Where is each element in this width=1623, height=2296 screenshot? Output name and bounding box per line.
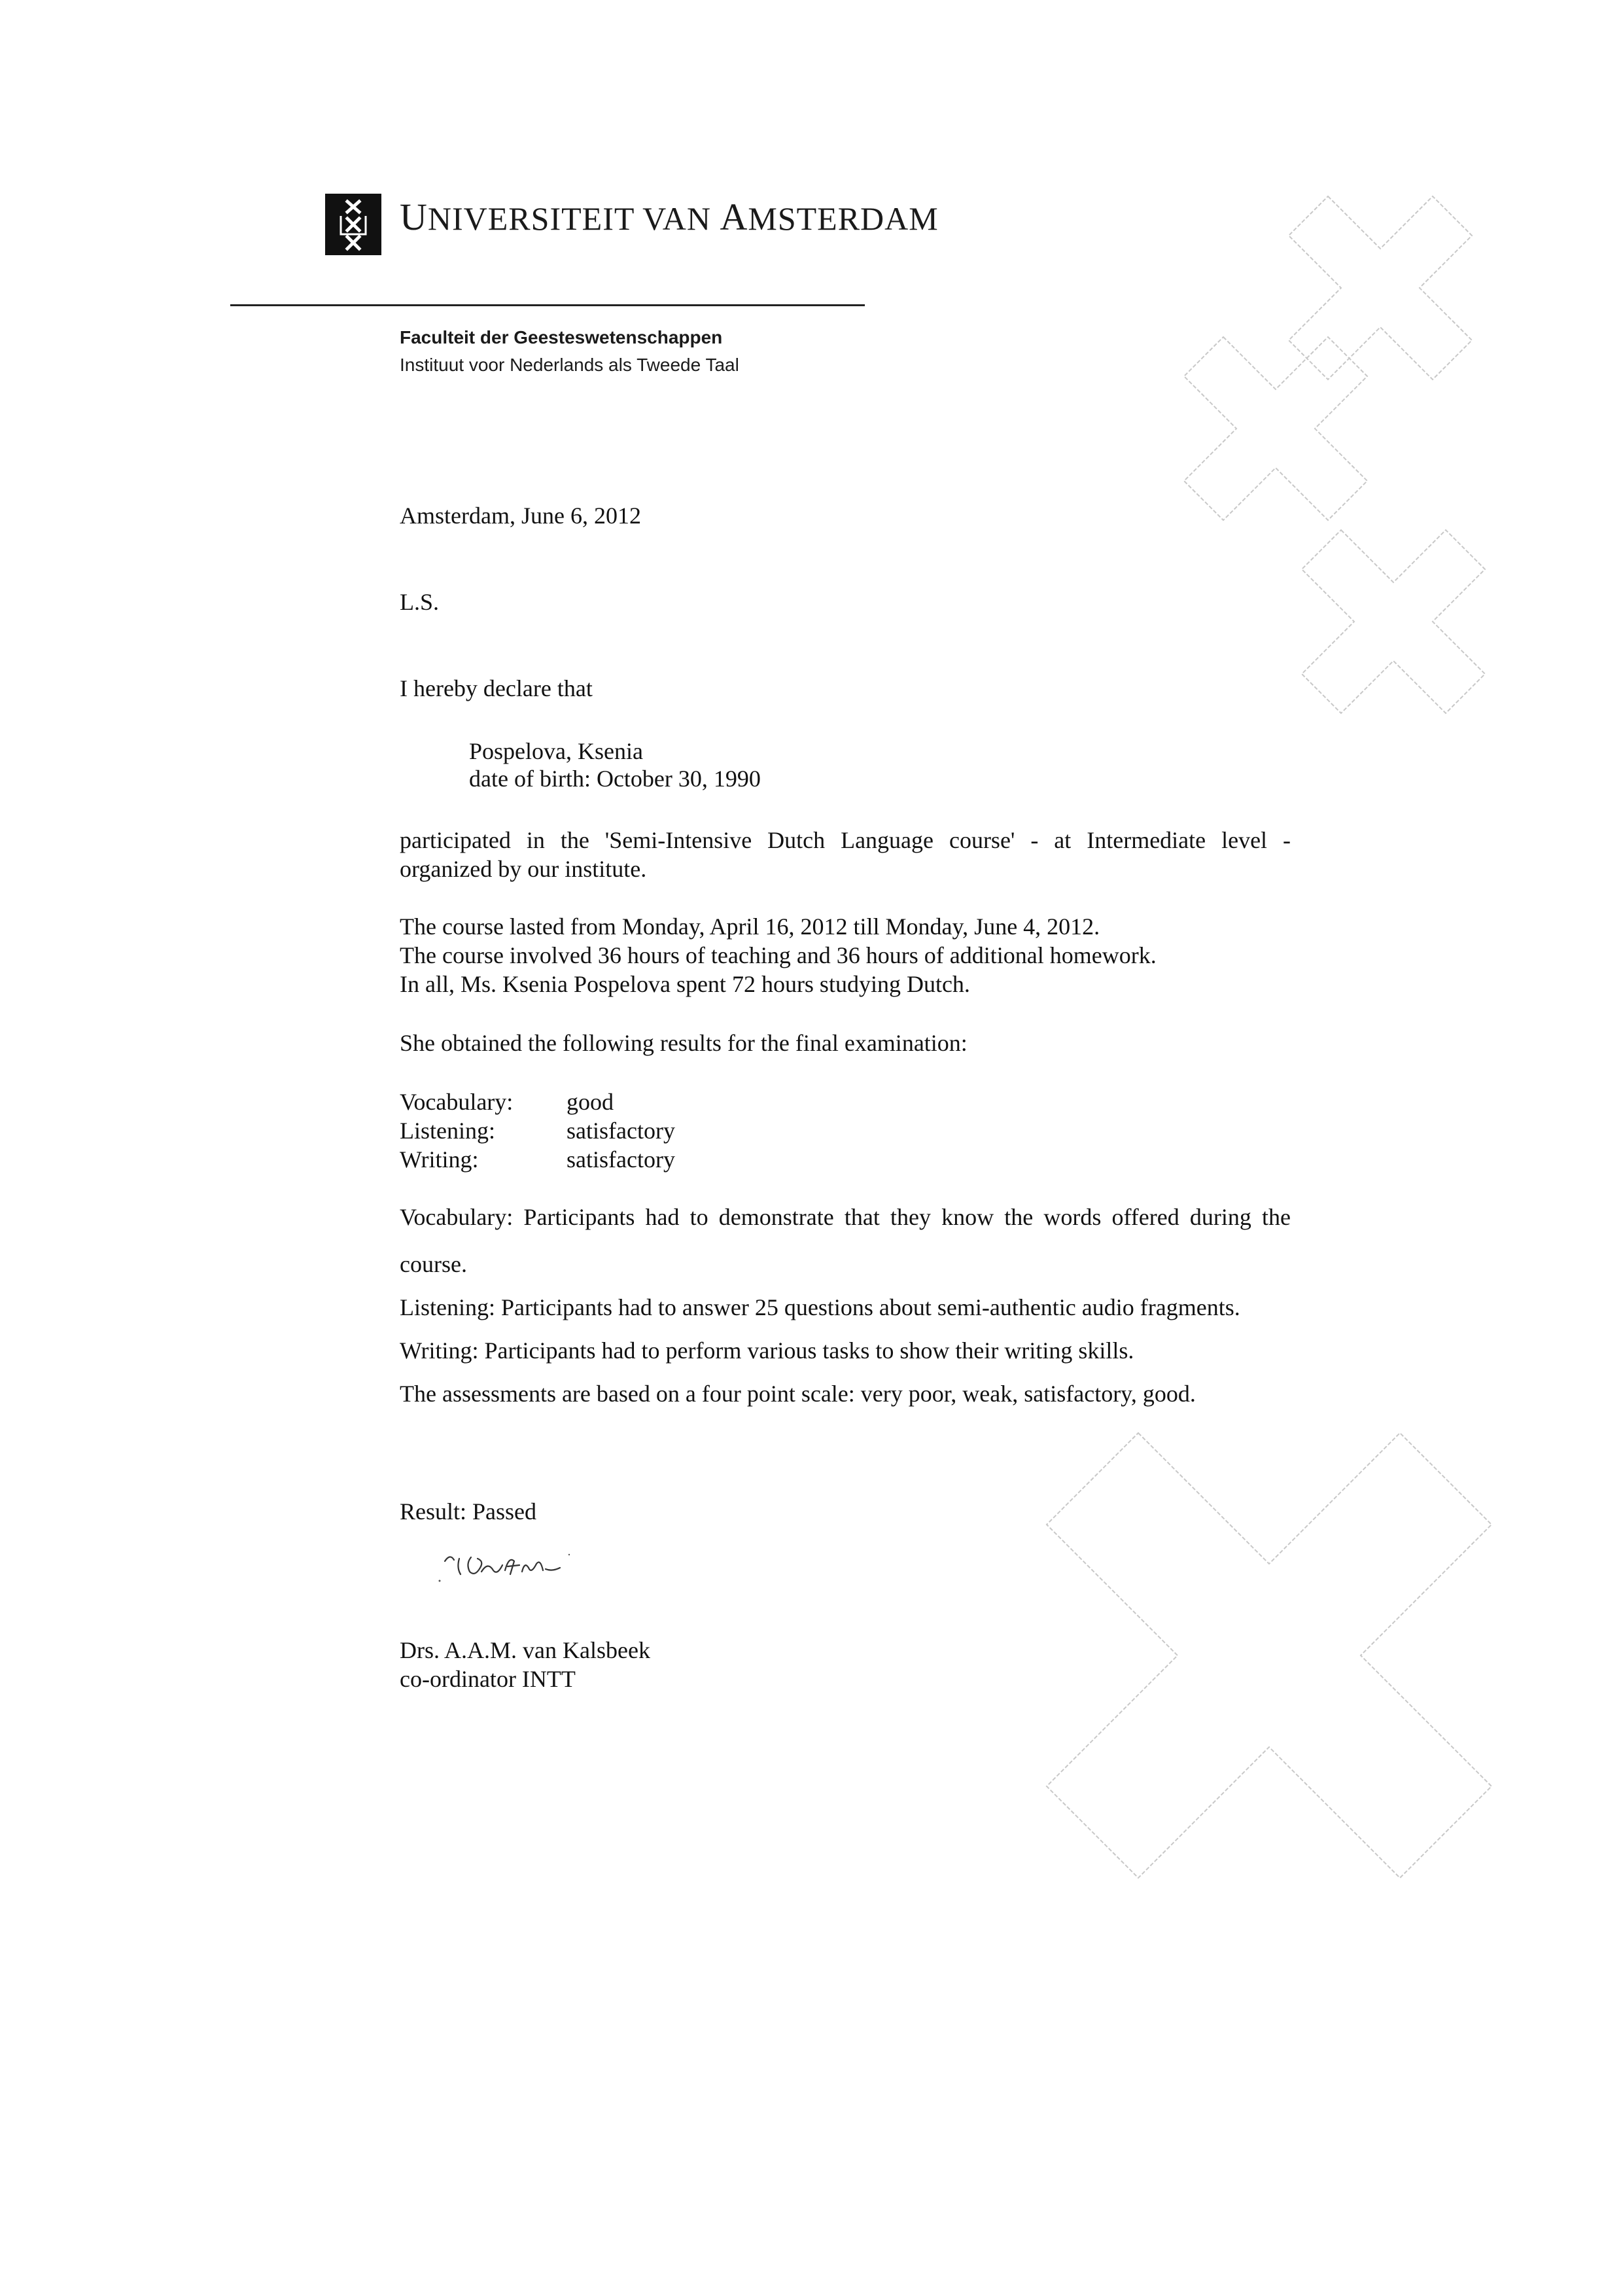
listening-description: Listening: Participants had to answer 25 questions about semi-authentic audio fragments. bbox=[400, 1294, 1240, 1320]
course-hours: The course involved 36 hours of teaching and 36 hours of additional homework. bbox=[400, 942, 1157, 968]
participation-line-1: participated in the 'Semi-Intensive Dutch Language course' - at Intermediate level - bbox=[400, 827, 1291, 853]
results-intro: She obtained the following results for the final examination: bbox=[400, 1030, 968, 1056]
signatory-title: co-ordinator INTT bbox=[400, 1666, 576, 1692]
declaration-intro: I hereby declare that bbox=[400, 675, 593, 701]
header-divider bbox=[230, 304, 865, 306]
place-date: Amsterdam, June 6, 2012 bbox=[400, 503, 641, 529]
writing-description: Writing: Participants had to perform various tasks to show their writing skills. bbox=[400, 1337, 1134, 1364]
vocabulary-description-line-2: course. bbox=[400, 1251, 467, 1277]
signatory-name: Drs. A.A.M. van Kalsbeek bbox=[400, 1637, 650, 1663]
final-result: Result: Passed bbox=[400, 1498, 537, 1525]
faculty-name: Faculteit der Geesteswetenschappen bbox=[400, 327, 723, 347]
salutation: L.S. bbox=[400, 589, 440, 615]
result-value-listening: satisfactory bbox=[567, 1118, 675, 1144]
result-label-listening: Listening: bbox=[400, 1118, 495, 1144]
result-label-vocabulary: Vocabulary: bbox=[400, 1089, 514, 1115]
vocabulary-description-line-1: Vocabulary: Participants had to demonstrate that they know the words offered during the bbox=[400, 1204, 1291, 1230]
university-name: UNIVERSITEIT VAN AMSTERDAM bbox=[400, 196, 939, 238]
institute-name: Instituut voor Nederlands als Tweede Taal bbox=[400, 355, 739, 375]
result-label-writing: Writing: bbox=[400, 1146, 479, 1173]
assessment-scale-description: The assessments are based on a four point scale: very poor, weak, satisfactory, good. bbox=[400, 1381, 1196, 1407]
result-value-writing: satisfactory bbox=[567, 1146, 675, 1173]
watermark-cross-3 bbox=[1302, 530, 1485, 713]
course-dates: The course lasted from Monday, April 16, 2012 till Monday, June 4, 2012. bbox=[400, 913, 1100, 940]
watermark-cross-2 bbox=[1184, 337, 1367, 520]
uva-shield-icon bbox=[325, 194, 381, 255]
student-name: Pospelova, Ksenia bbox=[469, 738, 643, 764]
student-date-of-birth: date of birth: October 30, 1990 bbox=[469, 766, 761, 792]
university-logo bbox=[325, 194, 381, 255]
watermark-cross-large bbox=[1047, 1433, 1492, 1878]
handwritten-signature bbox=[432, 1542, 628, 1594]
watermark-cross-1 bbox=[1289, 196, 1472, 380]
course-total-hours: In all, Ms. Ksenia Pospelova spent 72 hours studying Dutch. bbox=[400, 971, 970, 997]
participation-line-2: organized by our institute. bbox=[400, 856, 647, 882]
result-value-vocabulary: good bbox=[567, 1089, 614, 1115]
